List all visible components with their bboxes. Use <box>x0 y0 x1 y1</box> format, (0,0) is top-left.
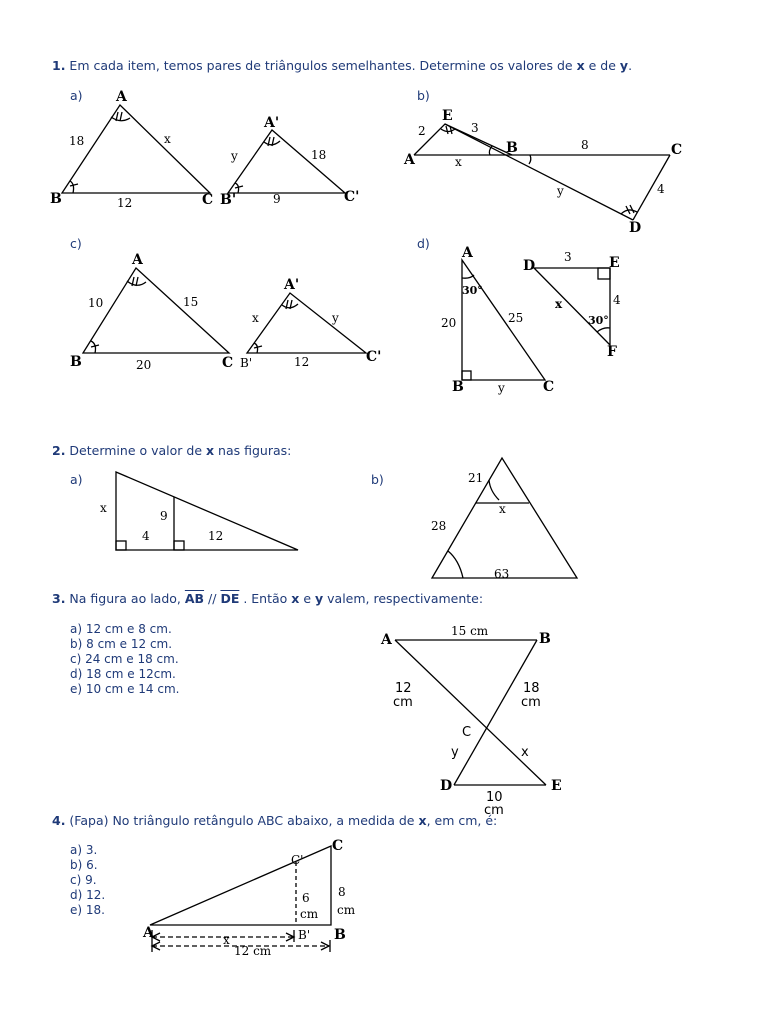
base-63: 63 <box>494 567 510 581</box>
side-ab: 15 cm <box>451 624 489 638</box>
label-a: A <box>116 89 127 105</box>
big-triangle <box>432 458 577 578</box>
side-a-c-prime: y <box>332 311 339 325</box>
q3-var-x: x <box>291 591 300 606</box>
q2-text-b: nas figuras: <box>214 443 292 458</box>
label-d: D <box>629 220 642 236</box>
label-c-prime: C' <box>344 189 360 205</box>
side-bc-unit: cm <box>521 695 541 710</box>
angle-value-f: 30° <box>588 314 609 327</box>
side-b-c-prime: 9 <box>273 192 281 206</box>
q3-segment-ab: $\overline{AB}$ <box>184 591 205 606</box>
side-bd: y <box>557 184 564 198</box>
dimension-x-label: x <box>223 933 230 947</box>
label-c: C <box>671 142 683 158</box>
side-bc: 12 <box>117 196 133 210</box>
q1-item-a: a) <box>70 88 83 103</box>
side-ac: 25 <box>508 311 524 325</box>
segment-bd <box>454 640 537 785</box>
side-9: 9 <box>160 509 168 523</box>
label-b: B <box>70 354 82 370</box>
side-cd: y <box>451 745 459 760</box>
triangle-abc-prime-1c <box>247 293 366 353</box>
q1-item-d: d) <box>417 236 430 251</box>
side-ab: x <box>455 155 462 169</box>
triangle-abc-prime-1a <box>228 130 345 193</box>
side-a-b-prime: x <box>252 311 259 325</box>
label-c-prime: C' <box>291 853 304 867</box>
angle-mark-top <box>489 480 499 500</box>
label-a: A <box>381 632 392 648</box>
label-b-prime: B' <box>240 356 253 370</box>
label-a: A <box>404 152 415 168</box>
fig-2a <box>100 472 298 550</box>
q3-parallel-sign: // <box>204 591 221 606</box>
side-bc: y <box>498 381 505 395</box>
q3-text-d: valem, respectivamente: <box>323 591 484 606</box>
label-c: C <box>543 379 555 395</box>
fig-1c <box>70 252 381 372</box>
angle-mark-bottom <box>448 551 463 578</box>
side-ab: 20 <box>441 316 457 330</box>
q3-text-a: Na figura ao lado, <box>65 591 185 606</box>
fig-1a <box>50 89 359 210</box>
segment-x: x <box>499 502 506 516</box>
side-21: 21 <box>468 471 484 485</box>
label-b-prime: B' <box>220 192 237 208</box>
q1-number: 1. <box>52 58 66 73</box>
q3-var-y: y <box>315 591 324 606</box>
q1-text-c: . <box>628 58 633 73</box>
q2-number: 2. <box>52 443 66 458</box>
side-8-value: 8 <box>338 885 346 899</box>
side-a-c-prime: 18 <box>311 148 327 162</box>
q1-var-y: y <box>619 58 629 73</box>
fig-1d <box>441 245 621 395</box>
angle-mark-b-right <box>529 155 531 164</box>
angle-tick <box>116 112 122 121</box>
side-ce: x <box>521 745 529 760</box>
label-c: C <box>332 838 344 854</box>
side-ab: 18 <box>69 134 85 148</box>
side-bc: 8 <box>581 138 589 152</box>
q2-item-a: a) <box>70 472 83 487</box>
side-8-unit: cm <box>337 903 356 917</box>
q4-var-x: x <box>418 813 427 828</box>
fig-2b <box>431 458 577 581</box>
side-de-value: 10 <box>486 790 503 805</box>
q3-option-e: e) 10 cm e 14 cm. <box>70 682 180 696</box>
q4-option-d: d) 12. <box>70 888 106 902</box>
side-ac-unit: cm <box>393 695 413 710</box>
label-d: D <box>440 778 453 794</box>
angle-mark-e <box>441 129 455 132</box>
label-e: E <box>609 255 620 271</box>
q2-var-x: x <box>206 443 215 458</box>
q1-item-b: b) <box>417 88 430 103</box>
side-12: 12 <box>208 529 224 543</box>
label-b: B <box>334 927 346 943</box>
q3-text-c: e <box>299 591 316 606</box>
side-ac: x <box>164 132 171 146</box>
label-b: B <box>539 631 551 647</box>
label-c: C <box>202 192 214 208</box>
q3-option-a: a) 12 cm e 8 cm. <box>70 622 172 636</box>
side-de-unit: cm <box>484 803 504 818</box>
side-6-unit: cm <box>300 907 319 921</box>
side-x: x <box>100 501 107 515</box>
label-e: E <box>551 778 562 794</box>
angle-mark-f <box>597 328 610 332</box>
q1-text-a: Em cada item, temos pares de triângulos semelhantes. Determine os valores de <box>65 58 577 73</box>
side-28: 28 <box>431 519 447 533</box>
q4-option-c: c) 9. <box>70 873 97 887</box>
right-angle-mark-2 <box>174 541 184 550</box>
side-ac-value: 12 <box>395 681 412 696</box>
label-c: C <box>462 725 472 740</box>
label-f: F <box>607 344 617 360</box>
q3-option-c: c) 24 cm e 18 cm. <box>70 652 179 666</box>
label-a: A <box>132 252 143 268</box>
fig-1b <box>403 108 682 236</box>
q3-option-b: b) 8 cm e 12 cm. <box>70 637 173 651</box>
side-6-value: 6 <box>302 891 310 905</box>
label-b: B <box>50 191 62 207</box>
q2-item-b: b) <box>371 472 384 487</box>
label-b-prime: B' <box>298 928 311 942</box>
side-de: 3 <box>564 250 572 264</box>
side-ac: 15 <box>183 295 199 309</box>
label-d: D <box>523 258 536 274</box>
q4-option-e: e) 18. <box>70 903 105 917</box>
side-ae: 2 <box>418 124 426 138</box>
triangle-abc-1d <box>462 260 545 380</box>
segment-ed <box>445 124 633 220</box>
angle-mark-b <box>70 181 74 193</box>
q4-text-a: (Fapa) No triângulo retângulo ABC abaixo, a medida de <box>65 813 419 828</box>
label-b: B <box>506 140 518 156</box>
label-a: A <box>462 245 473 261</box>
label-c: C <box>222 355 234 371</box>
fig-3 <box>380 624 562 818</box>
label-e: E <box>442 108 453 124</box>
q1-item-c: c) <box>70 236 82 251</box>
q4-number: 4. <box>52 813 66 828</box>
q3-text-b: . Então <box>239 591 292 606</box>
q4-option-a: a) 3. <box>70 843 98 857</box>
label-a-prime: A' <box>264 115 280 131</box>
side-ab: 10 <box>88 296 104 310</box>
triangle-abc-1a <box>62 105 210 193</box>
q1-text-b: e de <box>584 58 620 73</box>
side-df: x <box>555 297 563 311</box>
label-b: B <box>452 379 464 395</box>
dimension-12-label: 12 cm <box>234 944 272 958</box>
segment-ae <box>395 640 546 785</box>
label-a-prime: A' <box>284 277 300 293</box>
angle-value-a: 30° <box>462 284 483 297</box>
q4-option-b: b) 6. <box>70 858 98 872</box>
side-bc-value: 18 <box>523 681 540 696</box>
label-c-prime: C' <box>366 349 382 365</box>
q4-text-b: , em cm, é: <box>426 813 498 828</box>
triangle-abc-1c <box>83 268 229 353</box>
side-eb: 3 <box>471 121 479 135</box>
q3-number: 3. <box>52 591 66 606</box>
angle-tick <box>70 184 78 186</box>
side-ef: 4 <box>613 293 621 307</box>
side-bc: 20 <box>136 358 152 372</box>
side-cd: 4 <box>657 182 665 196</box>
side-a-b-prime: y <box>231 149 238 163</box>
q1-var-x: x <box>576 58 585 73</box>
fig-4 <box>142 838 356 958</box>
side-b-c-prime: 12 <box>294 355 310 369</box>
side-4: 4 <box>142 529 150 543</box>
q3-segment-de: $\overline{DE}$ <box>220 591 240 606</box>
label-a: A <box>143 925 154 941</box>
q3-option-d: d) 18 cm e 12cm. <box>70 667 176 681</box>
right-angle-mark-1 <box>116 541 126 550</box>
q2-text-a: Determine o valor de <box>65 443 206 458</box>
